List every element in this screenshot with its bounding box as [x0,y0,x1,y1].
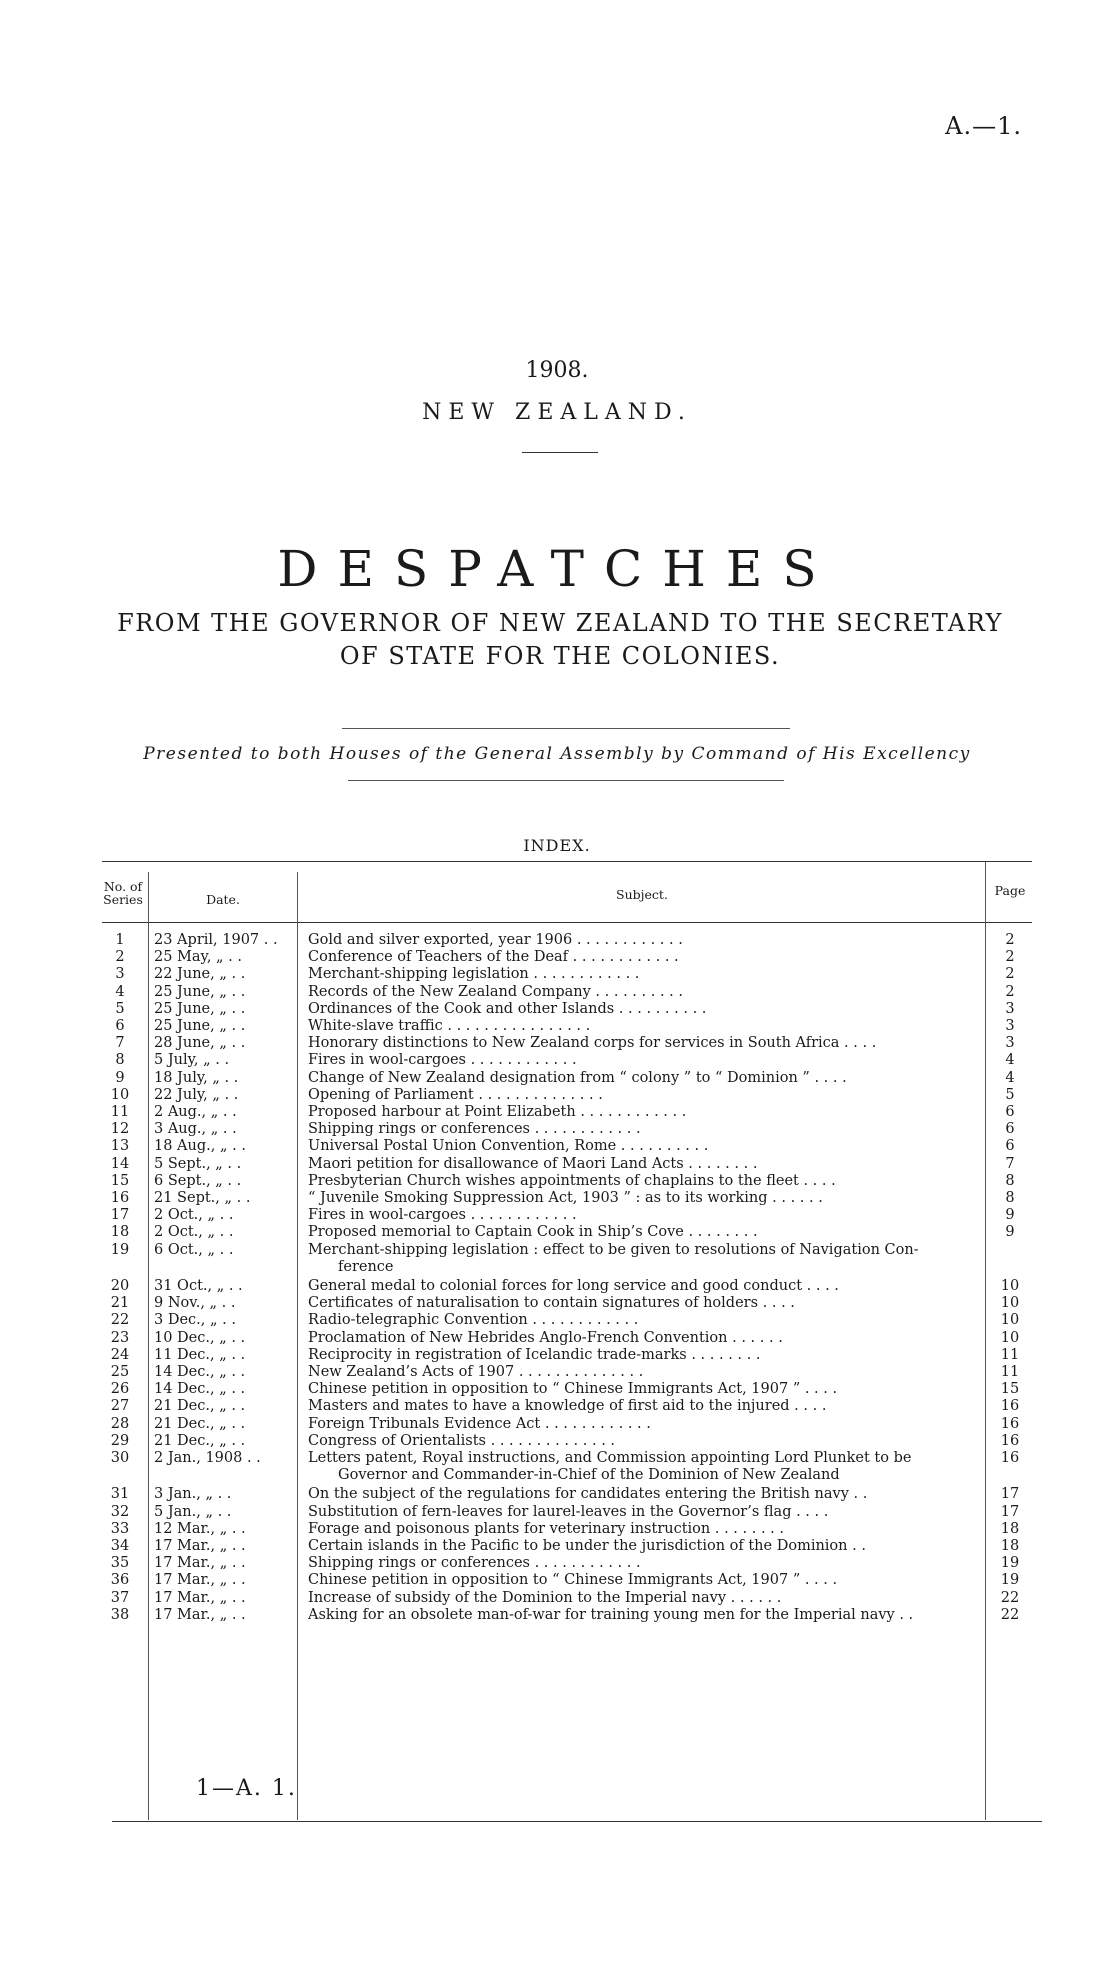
subject-cell: Records of the New Zealand Company . . . . . . . . . . [308,983,683,1000]
date-cell: 25 June, „ . . [154,1000,246,1017]
series-number: 30 [110,1450,130,1466]
series-number: 22 [110,1312,130,1329]
page-cell: 3 [1005,1000,1015,1017]
header-no-of-series: No. of Series [103,879,143,907]
subject-cell: Chinese petition in opposition to “ Chinese Immigrants Act, 1907 ” . . . . [308,1572,838,1589]
date-cell: 6 Oct., „ . . [154,1241,234,1258]
divider [342,728,790,729]
page-cell: 4 [1005,1052,1015,1069]
series-number: 26 [110,1381,130,1398]
series-number: 20 [110,1278,130,1294]
subject-cell: Maori petition for disallowance of Maori Land Acts . . . . . . . . [308,1155,758,1172]
date-cell: 2 Oct., „ . . [154,1224,234,1241]
series-number: 28 [110,1415,130,1432]
page-cell: 9 [1005,1224,1015,1241]
series-number: 17 [110,1207,130,1224]
series-number: 29 [110,1432,130,1449]
table-row [100,1381,1040,1398]
subject-cell: Chinese petition in opposition to “ Chinese Immigrants Act, 1907 ” . . . . [308,1381,838,1398]
date-cell: 3 Aug., „ . . [154,1121,237,1138]
table-row [100,966,1040,983]
page-cell: 6 [1005,1121,1015,1138]
subject-cell: Reciprocity in registration of Icelandic trade-marks . . . . . . . . [308,1346,761,1363]
header-date: Date. [206,892,240,907]
table-row [100,1521,1040,1538]
table-row [100,984,1040,1001]
table-row [100,1104,1040,1121]
table-row [100,932,1040,949]
subject-cell: Radio-telegraphic Convention . . . . . . . . . . . . [308,1312,639,1329]
subject-cell: Proposed harbour at Point Elizabeth . . . . . . . . . . . . [308,1104,687,1120]
page-cell: 2 [1005,983,1015,1000]
date-cell: 17 Mar., „ . . [154,1555,246,1572]
date-cell: 21 Dec., „ . . [154,1415,246,1432]
page-cell: 2 [1005,949,1015,966]
header-subject: Subject. [616,887,668,902]
date-cell: 22 June, „ . . [154,966,246,983]
subject-cell: Merchant-shipping legislation : effect to be given to resolutions of Navigation Con- [308,1241,919,1258]
series-number: 38 [110,1606,130,1623]
table-row [100,1504,1040,1521]
page-cell: 17 [1000,1503,1020,1520]
table-row [100,1607,1040,1624]
page-cell: 8 [1005,1190,1015,1206]
subject-cell: Increase of subsidy of the Dominion to the Imperial navy . . . . . . [308,1589,782,1606]
subject-cell: Certificates of naturalisation to contain signatures of holders . . . . [308,1295,795,1312]
subject-cell: Change of New Zealand designation from “ colony ” to “ Dominion ” . . . . [308,1069,847,1086]
date-cell: 11 Dec., „ . . [154,1346,246,1363]
date-cell: 25 June, „ . . [154,983,246,1000]
date-cell: 22 July, „ . . [154,1086,239,1103]
subject-cell: Proclamation of New Hebrides Anglo-French Convention . . . . . . [308,1329,783,1346]
page-cell: 8 [1005,1172,1015,1189]
date-cell: 14 Dec., „ . . [154,1364,246,1380]
series-number: 25 [110,1364,130,1380]
table-row [100,1087,1040,1104]
table-row-continuation [100,1467,1040,1484]
date-cell: 17 Mar., „ . . [154,1589,246,1606]
series-number: 33 [110,1520,130,1537]
page-cell: 15 [1000,1381,1020,1398]
page-cell: 18 [1000,1538,1020,1554]
date-cell: 28 June, „ . . [154,1035,246,1052]
subject-cell: Forage and poisonous plants for veterinary instruction . . . . . . . . [308,1520,784,1537]
table-row [100,1242,1040,1259]
series-number: 14 [110,1155,130,1172]
page-cell: 16 [1000,1398,1020,1415]
table-row [100,1207,1040,1224]
table-top-rule [102,861,1032,862]
series-number: 37 [110,1589,130,1606]
date-cell: 3 Dec., „ . . [154,1312,236,1329]
subject-cell: Fires in wool-cargoes . . . . . . . . . . . . [308,1052,577,1069]
table-row [100,1156,1040,1173]
date-cell: 17 Mar., „ . . [154,1572,246,1589]
series-number: 1 [115,932,125,948]
page-cell: 10 [1000,1278,1020,1294]
page-cell: 10 [1000,1312,1020,1329]
subject-cell: Letters patent, Royal instructions, and Commission appointing Lord Plunket to be [308,1450,912,1466]
table-row [100,1001,1040,1018]
table-row [100,1398,1040,1415]
subject-cell: White-slave traffic . . . . . . . . . . . . . . . . [308,1018,591,1034]
subject-continuation: ference [338,1258,394,1275]
table-row [100,1364,1040,1381]
table-row [100,1138,1040,1155]
series-number: 15 [110,1172,130,1189]
subject-cell: Gold and silver exported, year 1906 . . . . . . . . . . . . [308,932,683,948]
page-cell: 16 [1000,1450,1020,1466]
series-number: 16 [110,1190,130,1206]
date-cell: 14 Dec., „ . . [154,1381,246,1398]
date-cell: 12 Mar., „ . . [154,1520,246,1537]
subject-cell: Universal Postal Union Convention, Rome . . . . . . . . . . [308,1138,709,1155]
series-number: 31 [110,1486,130,1503]
table-row [100,1538,1040,1555]
page-cell: 22 [1000,1589,1020,1606]
subject-cell: Shipping rings or conferences . . . . . . . . . . . . [308,1121,641,1138]
series-number: 8 [115,1052,125,1069]
table-row [100,1416,1040,1433]
page-cell: 19 [1000,1555,1020,1572]
series-number: 21 [110,1295,130,1312]
date-cell: 5 Sept., „ . . [154,1155,242,1172]
table-row [100,949,1040,966]
subject-cell: Substitution of fern-leaves for laurel-leaves in the Governor’s flag . . . . [308,1503,829,1520]
date-cell: 21 Dec., „ . . [154,1398,246,1415]
page-cell: 22 [1000,1606,1020,1623]
page-cell: 9 [1005,1207,1015,1224]
table-row [100,1347,1040,1364]
subject-cell: Foreign Tribunals Evidence Act . . . . . . . . . . . . [308,1415,651,1432]
series-number: 12 [110,1121,130,1138]
series-number: 4 [115,983,125,1000]
date-cell: 6 Sept., „ . . [154,1172,242,1189]
table-row [100,1052,1040,1069]
series-number: 3 [115,966,125,983]
date-cell: 3 Jan., „ . . [154,1486,232,1503]
date-cell: 18 Aug., „ . . [154,1138,246,1155]
subject-cell: Congress of Orientalists . . . . . . . . . . . . . . [308,1432,616,1449]
subtitle-line-1: FROM THE GOVERNOR OF NEW ZEALAND TO THE SECRETARY [117,609,1003,637]
page-cell: 6 [1005,1104,1015,1120]
subject-cell: Honorary distinctions to New Zealand corps for services in South Africa . . . . [308,1035,877,1052]
subject-continuation: Governor and Commander-in-Chief of the Dominion of New Zealand [338,1467,840,1484]
table-row [100,1224,1040,1241]
page-cell: 18 [1000,1520,1020,1537]
table-row [100,1121,1040,1138]
date-cell: 21 Dec., „ . . [154,1432,246,1449]
divider [348,780,784,781]
table-row [100,1070,1040,1087]
date-cell: 25 May, „ . . [154,949,242,966]
series-number: 24 [110,1346,130,1363]
table-row [100,1278,1040,1295]
series-number: 23 [110,1329,130,1346]
table-row [100,1555,1040,1572]
date-cell: 18 July, „ . . [154,1069,239,1086]
series-number: 9 [115,1069,125,1086]
page-cell: 11 [1000,1346,1020,1363]
table-row [100,1018,1040,1035]
page-cell: 4 [1005,1069,1015,1086]
page-cell: 2 [1005,966,1015,983]
presented-line: Presented to both Houses of the General Assembly by Command of His Excellency [143,744,971,764]
table-bottom-rule [112,1821,1042,1822]
date-cell: 9 Nov., „ . . [154,1295,236,1312]
page-cell: 16 [1000,1432,1020,1449]
table-row [100,1190,1040,1207]
page-cell: 2 [1005,932,1015,948]
series-number: 19 [110,1241,130,1258]
page-cell: 19 [1000,1572,1020,1589]
header-page: Page [994,883,1026,898]
table-row [100,1312,1040,1329]
series-number: 27 [110,1398,130,1415]
table-row [100,1330,1040,1347]
table-row [100,1035,1040,1052]
series-number: 2 [115,949,125,966]
footer-code: 1—A. 1. [196,1776,297,1801]
table-row [100,1433,1040,1450]
subject-cell: Shipping rings or conferences . . . . . . . . . . . . [308,1555,641,1572]
document-title: DESPATCHES [277,540,837,598]
date-cell: 2 Oct., „ . . [154,1207,234,1224]
date-cell: 23 April, 1907 . . [154,932,278,948]
subject-cell: Opening of Parliament . . . . . . . . . . . . . . [308,1086,603,1103]
subject-cell: Presbyterian Church wishes appointments of chaplains to the fleet . . . . [308,1172,836,1189]
table-row-continuation [100,1259,1040,1276]
series-number: 35 [110,1555,130,1572]
date-cell: 31 Oct., „ . . [154,1278,243,1294]
series-number: 6 [115,1018,125,1034]
series-number: 36 [110,1572,130,1589]
table-row [100,1173,1040,1190]
page-cell: 17 [1000,1486,1020,1503]
page-cell: 7 [1005,1155,1015,1172]
table-row [100,1486,1040,1503]
subject-cell: Proposed memorial to Captain Cook in Ship’s Cove . . . . . . . . [308,1224,758,1241]
date-cell: 5 July, „ . . [154,1052,230,1069]
country-heading: NEW ZEALAND. [422,400,692,425]
table-header-rule [102,922,1032,923]
date-cell: 5 Jan., „ . . [154,1503,232,1520]
date-cell: 21 Sept., „ . . [154,1190,251,1206]
page-cell: 5 [1005,1086,1015,1103]
subject-cell: New Zealand’s Acts of 1907 . . . . . . . . . . . . . . [308,1364,644,1380]
page-cell: 3 [1005,1035,1015,1052]
page-cell: 10 [1000,1329,1020,1346]
date-cell: 2 Jan., 1908 . . [154,1450,261,1466]
page-code: A.—1. [945,112,1022,140]
page-cell: 11 [1000,1364,1020,1380]
page-cell: 10 [1000,1295,1020,1312]
series-number: 10 [110,1086,130,1103]
date-cell: 17 Mar., „ . . [154,1606,246,1623]
subject-cell: Fires in wool-cargoes . . . . . . . . . . . . [308,1207,577,1224]
subtitle-line-2: OF STATE FOR THE COLONIES. [339,642,781,670]
table-row [100,1590,1040,1607]
series-number: 18 [110,1224,130,1241]
subject-cell: Certain islands in the Pacific to be under the jurisdiction of the Dominion . . [308,1538,866,1554]
series-number: 13 [110,1138,130,1155]
document-subtitle [90,607,1030,673]
year: 1908. [525,358,589,383]
page-cell: 16 [1000,1415,1020,1432]
series-number: 32 [110,1503,130,1520]
subject-cell: Merchant-shipping legislation . . . . . . . . . . . . [308,966,640,983]
table-row [100,1450,1040,1467]
subject-cell: General medal to colonial forces for long service and good conduct . . . . [308,1278,839,1294]
subject-cell: “ Juvenile Smoking Suppression Act, 1903 ” : as to its working . . . . . . [308,1190,823,1206]
date-cell: 2 Aug., „ . . [154,1104,237,1120]
page-cell: 6 [1005,1138,1015,1155]
divider [522,452,598,453]
index-title: INDEX. [523,836,591,855]
subject-cell: Masters and mates to have a knowledge of first aid to the injured . . . . [308,1398,827,1415]
date-cell: 10 Dec., „ . . [154,1329,246,1346]
table-row [100,1295,1040,1312]
series-number: 11 [110,1104,130,1120]
subject-cell: On the subject of the regulations for candidates entering the British navy . . [308,1486,868,1503]
subject-cell: Conference of Teachers of the Deaf . . . . . . . . . . . . [308,949,679,966]
date-cell: 17 Mar., „ . . [154,1538,246,1554]
date-cell: 25 June, „ . . [154,1018,246,1034]
subject-cell: Ordinances of the Cook and other Islands . . . . . . . . . . [308,1000,707,1017]
page-cell: 3 [1005,1018,1015,1034]
subject-cell: Asking for an obsolete man-of-war for training young men for the Imperial navy . . [308,1606,914,1623]
series-number: 5 [115,1000,125,1017]
series-number: 7 [115,1035,125,1052]
series-number: 34 [110,1538,130,1554]
table-row [100,1572,1040,1589]
